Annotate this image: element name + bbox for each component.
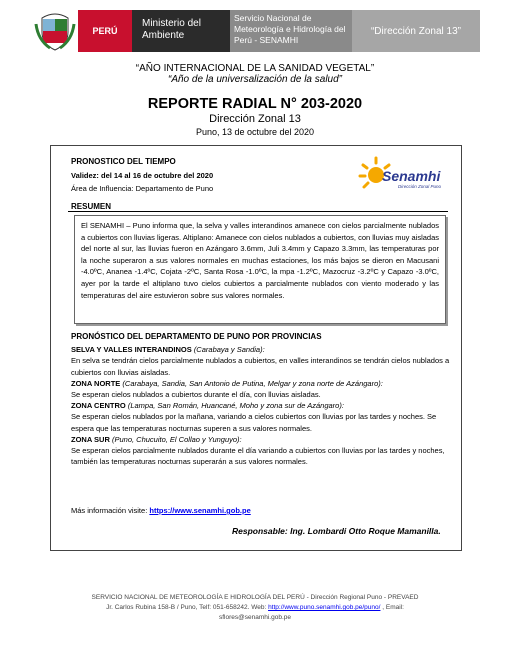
senamhi-link[interactable]: https://www.senamhi.gob.pe	[149, 506, 251, 515]
forecast-title: PRONOSTICO DEL TIEMPO	[71, 157, 176, 166]
zone-detail: (Lampa, San Román, Huancané, Moho y zona sur de Azángaro):	[127, 401, 344, 411]
more-info-label: Más información visite:	[71, 506, 150, 515]
zone-detail: (Puno, Chucuito, El Collao y Yunguyo):	[111, 434, 242, 444]
zone-detail: (Carabaya y Sandia):	[193, 345, 265, 355]
zone-text: En selva se tendrán cielos parcialmente nublados a cubiertos, en valles interandinos se tendrán cielos nublados a cubiertos con lluvias aisladas.	[71, 356, 450, 377]
report-date: Puno, 13 de octubre del 2020	[195, 127, 315, 137]
forecast-validity: Validez: del 14 al 16 de octubre del 2020	[71, 171, 214, 180]
provinces-title: PRONÓSTICO DEL DEPARTAMENTO DE PUNO POR PROVINCIAS	[71, 332, 322, 341]
zone-detail: (Carabaya, Sandia, San Antonio de Putina, Melgar y zona norte de Azángaro):	[122, 378, 383, 388]
zone-text: Se esperan cielos nublados por la mañana, variando a cielos cubiertos con lluvias por las tardes y noches. Se espera que las temperaturas nocturnas superen a sus valores normales.	[71, 412, 437, 433]
senamhi-label: Servicio Nacional de Meteorología e Hidrología del Perú - SENAMHI	[230, 10, 352, 52]
forecast-area: Área de Influencia: Departamento de Puno	[71, 184, 214, 193]
zone-name: ZONA NORTE	[71, 378, 121, 388]
zone-text: Se esperan cielos nublados a cubiertos durante el día, con lluvias aisladas.	[71, 390, 321, 400]
responsible: Responsable: Ing. Lombardi Otto Roque Mamanilla.	[232, 526, 441, 536]
logo-name: Senamhi	[382, 168, 441, 184]
report-subtitle: Dirección Zonal 13	[209, 113, 301, 125]
direccion-zonal-label: “Dirección Zonal 13”	[352, 10, 480, 52]
zone-name: SELVA Y VALLES INTERANDINOS	[71, 345, 192, 355]
summary-title: RESUMEN	[71, 202, 112, 211]
footer	[60, 593, 450, 623]
provinces-section	[71, 331, 451, 467]
peru-label: PERÚ	[78, 10, 132, 52]
footer-line-1: SERVICIO NACIONAL DE METEOROLOGÍA E HIDROLOGÍA DEL PERÚ - Dirección Regional Puno - PREVAED	[91, 594, 419, 601]
ministerio-label: Ministerio del Ambiente	[132, 10, 230, 52]
footer-line-2	[60, 603, 450, 613]
footer-email-label: , Email:	[380, 604, 404, 611]
more-info	[71, 506, 251, 515]
year-name: “AÑO INTERNACIONAL DE LA SANIDAD VEGETAL”	[135, 63, 375, 74]
summary-divider	[68, 211, 448, 212]
footer-email: sflores@senamhi.gob.pe	[219, 614, 291, 621]
zone-name: ZONA SUR	[71, 434, 110, 444]
zone-name: ZONA CENTRO	[71, 401, 126, 411]
peru-coat-of-arms-icon	[32, 10, 78, 52]
report-title: REPORTE RADIAL N° 203-2020	[147, 96, 363, 112]
summary-box: El SENAMHI – Puno informa que, la selva y valles interandinos amanece con cielos parcialmente nublados a cubiertos con lluvias ligeras. Altiplano: Amanece con cielos nublados a cubiertos, con lluvias muy aisladas del norte al sur, las lluvias fueron en Azángaro 3.6mm, Juli 3.4mm y Capazo 3.3mm, las temperaturas por la noche superaron a sus valores normales en muchas estaciones, los más bajos se dieron en Macusani -4.0ºC, Ananea -1.4ºC, Cojata -2ºC, Santa Rosa -1.0ºC, la mpa -1.2ºC, Mazocruz -3.2ºC y Capazo -3.0ºC, ayer por la tarde el altiplano tuvo cielos cubiertos a parcialmente nublados con viento moderado y las temperaturas del aire estuvieron sobre sus valores normales.	[74, 215, 446, 324]
zone-text: Se esperan cielos parcialmente nublados durante el día variando a cubiertos con lluvias por las tardes y noches, también las temperaturas nocturnas superarán a sus valores normales.	[71, 446, 445, 467]
year-subtitle: “Año de la universalización de la salud”	[168, 74, 342, 85]
logo-subtitle: Dirección Zonal Puno	[398, 184, 442, 189]
footer-web-link[interactable]: http://www.puno.senamhi.gob.pe/puno/	[268, 604, 381, 611]
footer-address: Jr. Carlos Rubina 158-B / Puno, Telf: 051-658242. Web:	[106, 604, 269, 611]
